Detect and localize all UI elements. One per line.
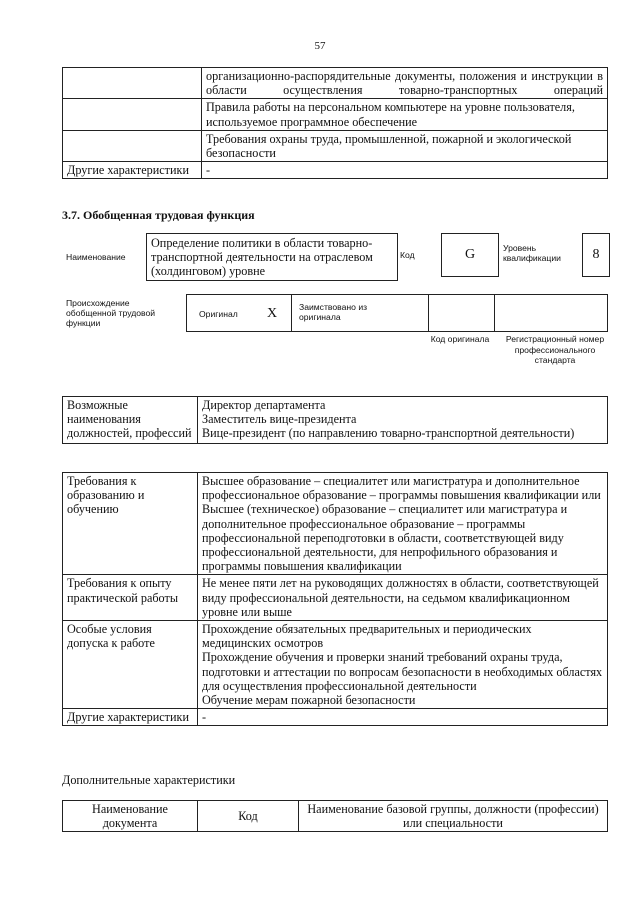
position-item: Директор департамента (202, 398, 326, 412)
table-row (63, 575, 608, 621)
additional-title: Дополнительные характеристики (62, 773, 236, 787)
code-caption: Код оригинала (430, 334, 490, 344)
level-box: 8 (582, 233, 610, 277)
table-cell-right (202, 68, 608, 99)
table-cell-left: Другие характеристики (63, 162, 202, 179)
table-row (63, 130, 608, 161)
divider (494, 295, 495, 331)
req-value: Не менее пяти лет на руководящих должностях в области, соответствующей виду профессиональной деятельности, на седьмом квалификационном уровне или выше (198, 575, 608, 621)
origin-label: Происхождение обобщенной трудовой функции (66, 298, 156, 328)
header-base-group: Наименование базовой группы, должности (профессии) или специальности (299, 801, 608, 832)
requirements-table (62, 472, 608, 726)
table-row (63, 473, 608, 575)
req-value: Высшее образование – специалитет или магистратура и дополнительное профессиональное образование – программы повышения квалификации или Высшее (техническое) образование – специалитет или магистратура и дополнительное профессиональное образование – программы профессиональной переподготовки в области, соответствующей виду профессиональной деятельности, для непрофильного образования и программы повышения квалификации (198, 473, 608, 575)
table-cell-right: Требования охраны труда, промышленной, пожарной и экологической безопасности (202, 130, 608, 161)
reg-caption: Регистрационный номер профессионального стандарта (505, 334, 605, 365)
original-label: Оригинал (199, 309, 238, 319)
cell-text: организационно-распорядительные документы, положения и инструкции в области осуществления товарно-транспортных операций (206, 69, 603, 98)
name-label: Наименование (66, 252, 126, 262)
borrowed-label: Заимствовано из оригинала (299, 302, 368, 322)
req-value: - (198, 709, 608, 726)
header-code: Код (198, 801, 299, 832)
req-label: Особые условия допуска к работе (63, 621, 198, 709)
table-row (63, 162, 608, 179)
function-name-box: Определение политики в области товарно-транспортной деятельности на отраслевом (холдинговом) уровне (146, 233, 398, 281)
table-row (63, 99, 608, 130)
original-mark: X (267, 306, 278, 321)
table-cell-left (63, 99, 202, 130)
position-item: Заместитель вице-президента (202, 412, 357, 427)
origin-row (186, 294, 608, 332)
section-title: 3.7. Обобщенная трудовая функция (62, 208, 255, 222)
position-item: Вице-президент (по направлению товарно-транспортной деятельности) (202, 426, 575, 441)
table-cell-left (63, 68, 202, 99)
table-header-row (63, 801, 608, 832)
positions-label: Возможные наименования должностей, профессий (63, 397, 198, 444)
req-label: Требования к образованию и обучению (63, 473, 198, 575)
table-row (63, 621, 608, 709)
req-label: Другие характеристики (63, 709, 198, 726)
table-row (63, 68, 608, 99)
additional-table (62, 800, 608, 832)
page-number: 57 (314, 40, 326, 52)
req-label: Требования к опыту практической работы (63, 575, 198, 621)
positions-table (62, 396, 608, 444)
table-cell-right: Правила работы на персональном компьютере на уровне пользователя, используемое программное обеспечение (202, 99, 608, 130)
header-doc-name: Наименование документа (63, 801, 198, 832)
positions-values (198, 397, 608, 444)
divider (428, 295, 429, 331)
table-cell-right: - (202, 162, 608, 179)
req-value: Прохождение обязательных предварительных и периодических медицинских осмотров Прохождение обучения и проверки знаний требований охраны труда, подготовки и аттестации по вопросам безопасности в необходимых областях для осуществления профессиональной деятельности Обучение мерам пожарной безопасности (198, 621, 608, 709)
table-cell-left (63, 130, 202, 161)
level-label: Уровень квалификации (503, 243, 561, 263)
code-box: G (441, 233, 499, 277)
table-row (63, 709, 608, 726)
table-row (63, 397, 608, 444)
code-label: Код (400, 250, 415, 260)
knowledge-table (62, 67, 608, 179)
divider (291, 295, 292, 331)
